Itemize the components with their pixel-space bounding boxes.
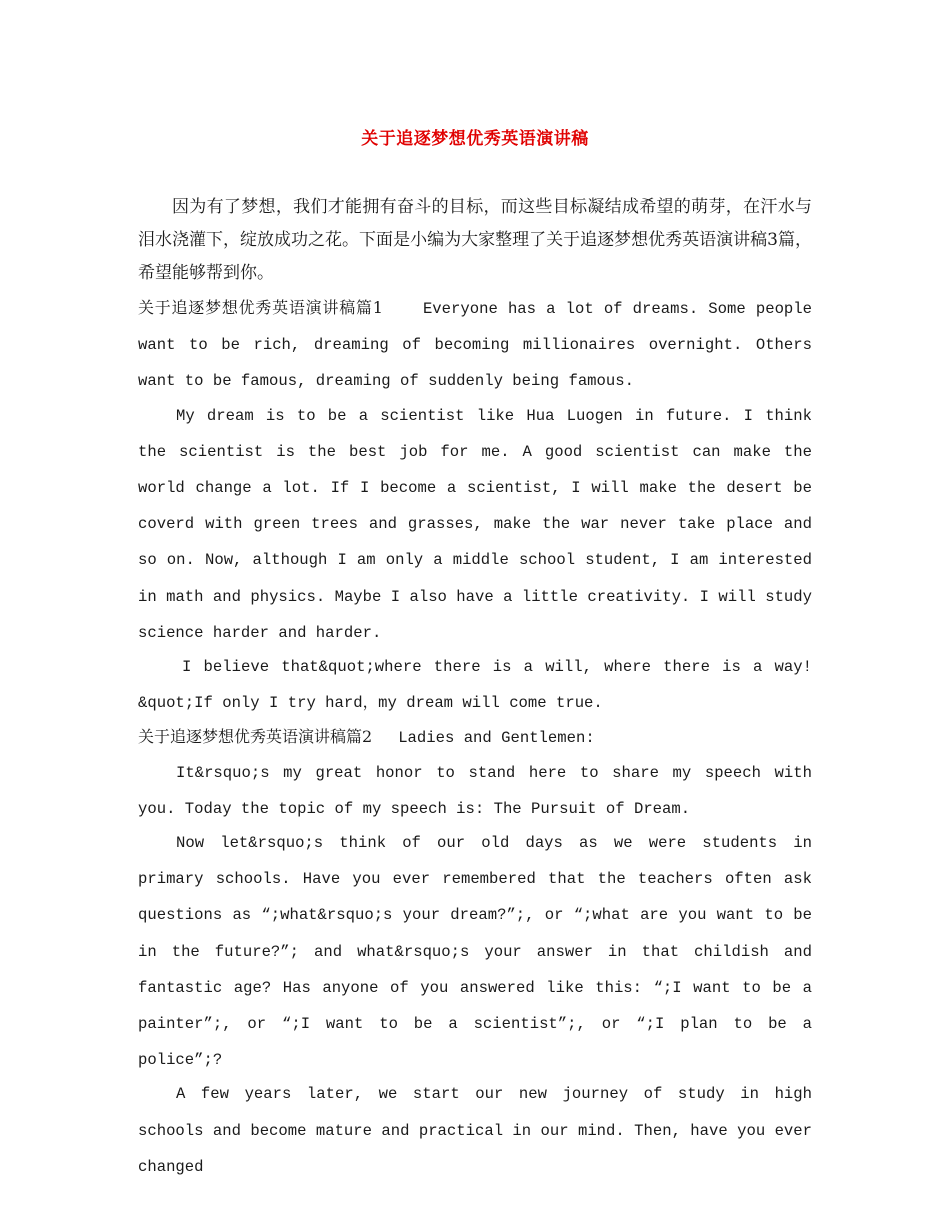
speech2-greeting: Ladies and Gentlemen:	[398, 729, 595, 748]
document-title: 关于追逐梦想优秀英语演讲稿	[361, 129, 589, 149]
speech1-p2: My dream is to be a scientist like Hua Luogen in future. I think the scientist is the best job for me. A good scientist can make the world change a lot. If I become a scientist, I will make the desert be coverd with green trees and grasses, make the war never take place and so on. Now, although I am only a middle school student, I am interested in math and physics. Maybe I also have a little creativity. I will study science harder and harder.	[138, 406, 812, 642]
speech1-p1: Everyone has a lot of dreams. Some people want to be rich, dreaming of becoming millionaires overnight. Others want to be famous, dreaming of suddenly being famous.	[138, 300, 813, 391]
speech2-p1: It&rsquo;s my great honor to stand here to share my speech with you. Today the topic of my speech is: The Pursuit of Dream.	[138, 763, 812, 818]
speech1-p3: I believe that&quot;where there is a will, where there is a way! &quot;If only I try hard，my dream will come true.	[138, 658, 812, 713]
speech2-p3: A few years later, we start our new journey of study in high schools and become mature and practical in our mind. Then, have you ever changed	[138, 1085, 812, 1176]
speech2-heading: 关于追逐梦想优秀英语演讲稿篇2	[138, 727, 373, 747]
speech1-first-paragraph	[138, 290, 812, 400]
speech2-first-paragraph	[138, 719, 812, 756]
intro-paragraph: 因为有了梦想，我们才能拥有奋斗的目标，而这些目标凝结成希望的萌芽，在汗水与泪水浇灌下，绽放成功之花。下面是小编为大家整理了关于追逐梦想优秀英语演讲稿3篇，希望能够帮到你。	[138, 197, 812, 283]
speech1-heading: 关于追逐梦想优秀英语演讲稿篇1	[138, 298, 383, 317]
document-body	[138, 191, 812, 1185]
speech2-p2: Now let&rsquo;s think of our old days as we were students in primary schools. Have you ever remembered that the teachers often ask questions as “;what&rsquo;s your dream?”;, or “;what are you want to be in the future?”; and what&rsquo;s your answer in that childish and fantastic age? Has anyone of you answered like this: “;I want to be a painter”;, or “;I want to be a scientist”;, or “;I plan to be a police”;?	[138, 834, 812, 1070]
